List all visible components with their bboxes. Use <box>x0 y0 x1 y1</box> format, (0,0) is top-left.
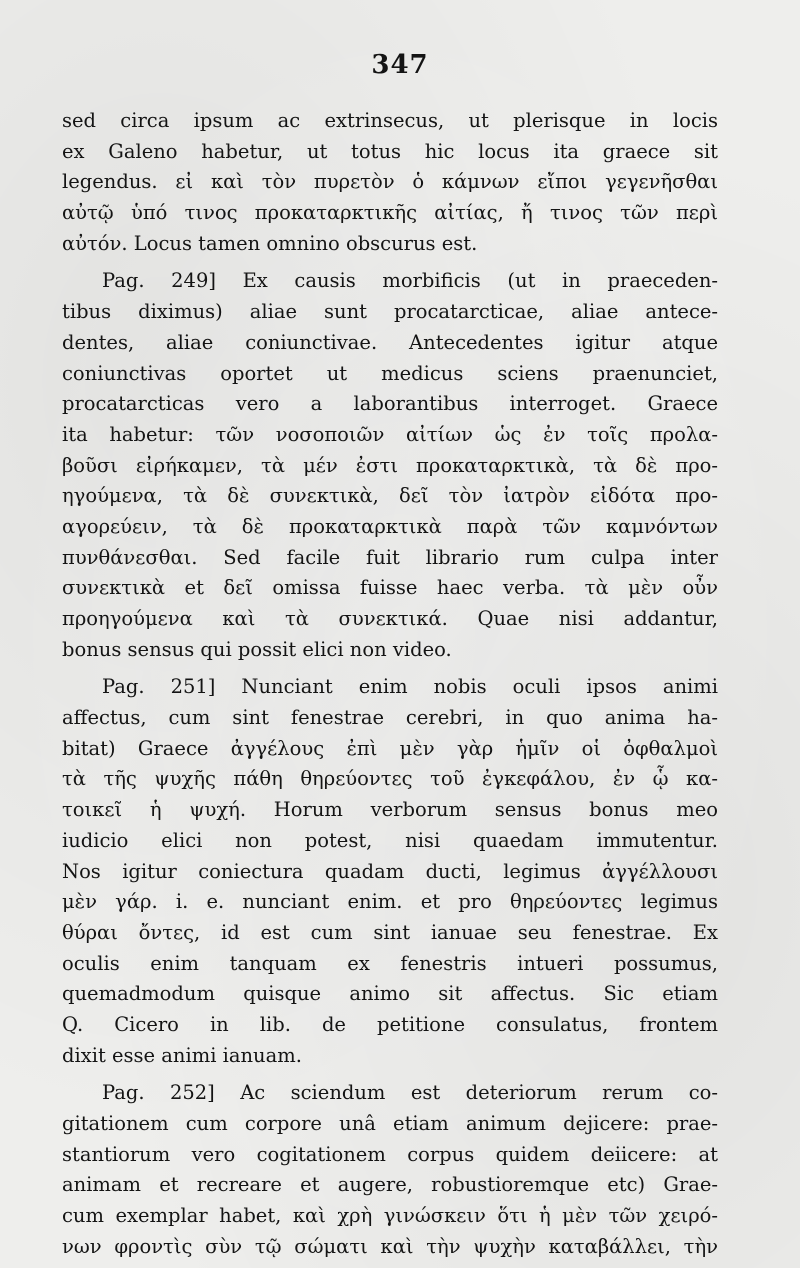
text-line: Nos igitur coniectura quadam ducti, legimus ἀγγέλλουσι <box>62 859 718 883</box>
text-line: ita habetur: τῶν νοσοποιῶν αἰτίων ὡς ἐν τοῖς προλα- <box>62 422 718 446</box>
paragraph <box>62 266 718 665</box>
text-line: iudicio elici non potest, nisi quaedam immutentur. <box>62 828 718 852</box>
text-line: dentes, aliae coniunctivae. Antecedentes igitur atque <box>62 330 718 354</box>
text-line: πυνθάνεσθαι. Sed facile fuit librario rum culpa inter <box>62 545 718 569</box>
text-line: Pag. 249] Ex causis morbificis (ut in praeceden- <box>102 269 718 293</box>
text-line: ex Galeno habetur, ut totus hic locus ita graece sit <box>62 139 718 163</box>
text-line: affectus, cum sint fenestrae cerebri, in quo anima ha- <box>62 706 718 730</box>
text-line: τὰ τῆς ψυχῆς πάθη θηρεύοντες τοῦ ἐγκεφάλου, ἐν ᾧ κα- <box>62 767 718 791</box>
text-line: συνεκτικὰ et δεῖ omissa fuisse haec verba. τὰ μὲν οὖν <box>62 576 718 600</box>
text-line: βοῦσι εἰρήκαμεν, τὰ μέν ἐστι προκαταρκτικὰ, τὰ δὲ προ- <box>62 453 718 477</box>
text-line: νων φροντὶς σὺν τῷ σώματι καὶ τὴν ψυχὴν καταβάλλει, τὴν <box>62 1234 718 1258</box>
paragraph <box>62 672 718 1071</box>
text-line: τοικεῖ ἡ ψυχή. Horum verborum sensus bonus meo <box>62 798 718 822</box>
text-line: Pag. 251] Nunciant enim nobis oculi ipsos animi <box>102 675 718 699</box>
text-line: animam et recreare et augere, robustioremque etc) Grae- <box>62 1173 718 1197</box>
text-line: tibus diximus) aliae sunt procatarcticae, aliae antece- <box>62 300 718 324</box>
text-line: procatarcticas vero a laborantibus interroget. Graece <box>62 392 718 416</box>
text-line: legendus. εἰ καὶ τὸν πυρετὸν ὁ κάμνων εἴποι γεγενῆσθαι <box>62 170 718 194</box>
text-line: bitat) Graece ἀγγέλους ἐπὶ μὲν γὰρ ἡμῖν οἱ ὀφθαλμοὶ <box>62 736 718 760</box>
text-line: sed circa ipsum ac extrinsecus, ut plerisque in locis <box>62 109 718 132</box>
text-line: Pag. 252] Ac sciendum est deteriorum rerum co- <box>102 1081 718 1105</box>
text-line: dixit esse animi ianuam. <box>62 1043 302 1067</box>
text-line: coniunctivas oportet ut medicus sciens praenunciet, <box>62 361 718 385</box>
text-line: μὲν γάρ. i. e. nunciant enim. et pro θηρεύοντες legimus <box>62 890 718 914</box>
text-line: Q. Cicero in lib. de petitione consulatus, frontem <box>62 1012 718 1036</box>
text-line: bonus sensus qui possit elici non video. <box>62 637 452 661</box>
text-line: θύραι ὄντες, id est cum sint ianuae seu fenestrae. Ex <box>62 920 718 944</box>
text-line: stantiorum vero cogitationem corpus quidem deiicere: at <box>62 1142 718 1166</box>
text-line: αὐτόν. Locus tamen omnino obscurus est. <box>62 231 478 255</box>
paragraph <box>62 106 718 259</box>
text-line: προηγούμενα καὶ τὰ συνεκτικά. Quae nisi addantur, <box>62 607 718 630</box>
text-line: gitationem cum corpore unâ etiam animum dejicere: prae- <box>62 1112 718 1135</box>
paragraph <box>62 1078 718 1262</box>
text-line: oculis enim tanquam ex fenestris intueri possumus, <box>62 951 718 975</box>
text-line: αὐτῷ ὑπό τινος προκαταρκτικῆς αἰτίας, ἤ τινος τῶν περὶ <box>62 201 718 225</box>
page-number: 347 <box>371 50 429 80</box>
body-text <box>62 106 718 1262</box>
text-line: cum exemplar habet, καὶ χρὴ γινώσκειν ὅτι ἡ μὲν τῶν χειρό- <box>62 1204 718 1228</box>
text-line: ηγούμενα, τὰ δὲ συνεκτικὰ, δεῖ τὸν ἰατρὸν εἰδότα προ- <box>62 484 718 508</box>
text-line: αγορεύειν, τὰ δὲ προκαταρκτικὰ παρὰ τῶν καμνόντων <box>62 514 718 538</box>
text-line: quemadmodum quisque animo sit affectus. Sic etiam <box>62 982 718 1006</box>
